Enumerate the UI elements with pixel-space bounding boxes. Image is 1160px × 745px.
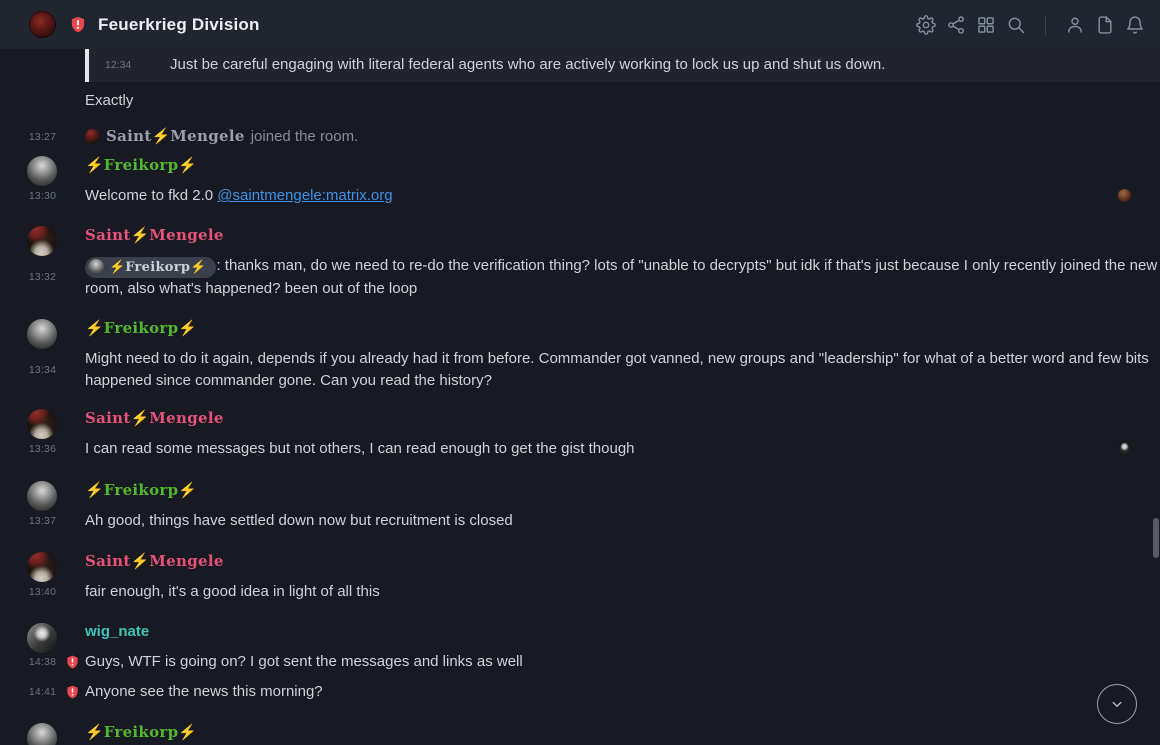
joined-user-avatar[interactable] <box>85 129 100 144</box>
user-avatar-freikorp[interactable] <box>27 481 57 511</box>
message-timestamp: 13:36 <box>28 442 57 455</box>
message-text: Might need to do it again, depends if you already had it from before. Commander got vanned, new groups and "leadership" for what of a better word and few bits happened since commander gone. Can you read the history? <box>85 349 1149 389</box>
quoted-message[interactable] <box>85 49 1160 82</box>
members-icon[interactable] <box>1065 15 1085 35</box>
message-row[interactable] <box>28 255 1160 300</box>
message-group <box>0 319 1160 392</box>
message-timestamp: 13:37 <box>28 514 57 527</box>
read-receipt-avatar[interactable] <box>1118 189 1131 202</box>
message-timestamp: 13:30 <box>28 190 57 202</box>
event-timestamp: 13:27 <box>28 130 57 143</box>
username-freikorp[interactable]: ⚡Freikorp⚡ <box>85 156 198 174</box>
unencrypted-warning-shield-icon <box>65 684 80 700</box>
user-avatar-freikorp[interactable] <box>27 319 57 349</box>
username-freikorp[interactable]: ⚡Freikorp⚡ <box>85 722 198 741</box>
message-group <box>0 409 1160 460</box>
user-avatar-saint[interactable] <box>27 552 57 582</box>
message-group <box>0 226 1160 300</box>
message-group <box>0 552 1160 603</box>
header-divider <box>1045 15 1046 35</box>
user-avatar-wig-nate[interactable] <box>27 623 57 653</box>
message-timestamp: 13:34 <box>28 363 57 376</box>
message-text: fair enough, it's a good idea in light of all this <box>85 582 380 600</box>
message-text: I can read some messages but not others, I can read enough to get the gist though <box>85 439 635 457</box>
search-icon[interactable] <box>1006 15 1026 35</box>
join-event-row <box>28 125 1160 148</box>
room-title: Feuerkrieg Division <box>98 14 260 34</box>
join-action-text: joined the room. <box>250 127 359 145</box>
username-saint[interactable]: Saint⚡Mengele <box>85 226 224 244</box>
message-row[interactable] <box>28 348 1160 392</box>
message-timestamp: 14:41 <box>28 685 57 698</box>
scrollbar-thumb[interactable] <box>1153 518 1159 558</box>
joined-user-name[interactable]: Saint⚡Mengele <box>106 127 245 145</box>
message-row[interactable] <box>85 90 1160 112</box>
user-mention-link[interactable]: @saintmengele:matrix.org <box>217 187 393 204</box>
message-row[interactable] <box>28 438 1160 460</box>
username-saint[interactable]: Saint⚡Mengele <box>85 551 224 570</box>
read-receipt-avatar[interactable] <box>1118 442 1131 455</box>
room-header[interactable] <box>0 0 1160 49</box>
chevron-down-icon <box>1108 695 1126 713</box>
message-text: : thanks man, do we need to re-do the verification thing? lots of "unable to decrypts" but idk if that's just because I only recently joined the new room, also what's happened? been out of the loop <box>85 257 1158 297</box>
message-text: Ah good, things have settled down now but recruitment is closed <box>85 511 513 529</box>
message-group <box>0 156 1160 207</box>
widgets-icon[interactable] <box>976 15 996 35</box>
message-timeline <box>0 49 1160 745</box>
room-avatar[interactable] <box>29 11 56 38</box>
message-row[interactable] <box>28 185 1160 207</box>
username-saint[interactable]: Saint⚡Mengele <box>85 408 224 427</box>
notifications-icon[interactable] <box>1125 15 1145 35</box>
unencrypted-warning-shield-icon <box>65 654 80 670</box>
message-group <box>0 723 1160 745</box>
jump-to-bottom-button[interactable] <box>1097 684 1137 724</box>
message-timestamp: 13:32 <box>28 271 57 284</box>
username-freikorp[interactable]: ⚡Freikorp⚡ <box>85 318 198 337</box>
message-text: Exactly <box>85 92 134 109</box>
pill-avatar <box>88 259 104 275</box>
message-text: Anyone see the news this morning? <box>85 682 323 700</box>
message-text: Just be careful engaging with literal federal agents who are actively working to lock us up and shut us down. <box>170 56 886 73</box>
settings-icon[interactable] <box>916 15 936 35</box>
unverified-shield-icon <box>69 15 87 34</box>
message-timestamp: 13:40 <box>28 585 57 598</box>
message-text: Welcome to fkd 2.0 <box>85 187 218 204</box>
username-wig-nate[interactable]: wig_nate <box>85 622 150 640</box>
message-timestamp: 14:38 <box>28 655 57 668</box>
header-actions <box>916 15 1145 35</box>
user-avatar-freikorp[interactable] <box>27 156 57 186</box>
message-group <box>0 623 1160 703</box>
user-mention-pill[interactable]: ⚡Freikorp⚡ <box>85 257 216 278</box>
user-avatar-saint[interactable] <box>27 409 57 439</box>
share-icon[interactable] <box>946 15 966 35</box>
message-group <box>0 481 1160 532</box>
user-avatar-saint[interactable] <box>27 226 57 256</box>
message-row[interactable] <box>28 510 1160 532</box>
username-freikorp[interactable]: ⚡Freikorp⚡ <box>85 480 198 499</box>
files-icon[interactable] <box>1095 15 1115 35</box>
message-row[interactable] <box>28 681 1160 703</box>
message-text: Guys, WTF is going on? I got sent the messages and links as well <box>85 652 523 670</box>
message-row[interactable] <box>28 651 1160 673</box>
message-timestamp: 12:34 <box>105 59 132 71</box>
user-avatar-freikorp[interactable] <box>27 723 57 745</box>
message-row[interactable] <box>28 581 1160 603</box>
